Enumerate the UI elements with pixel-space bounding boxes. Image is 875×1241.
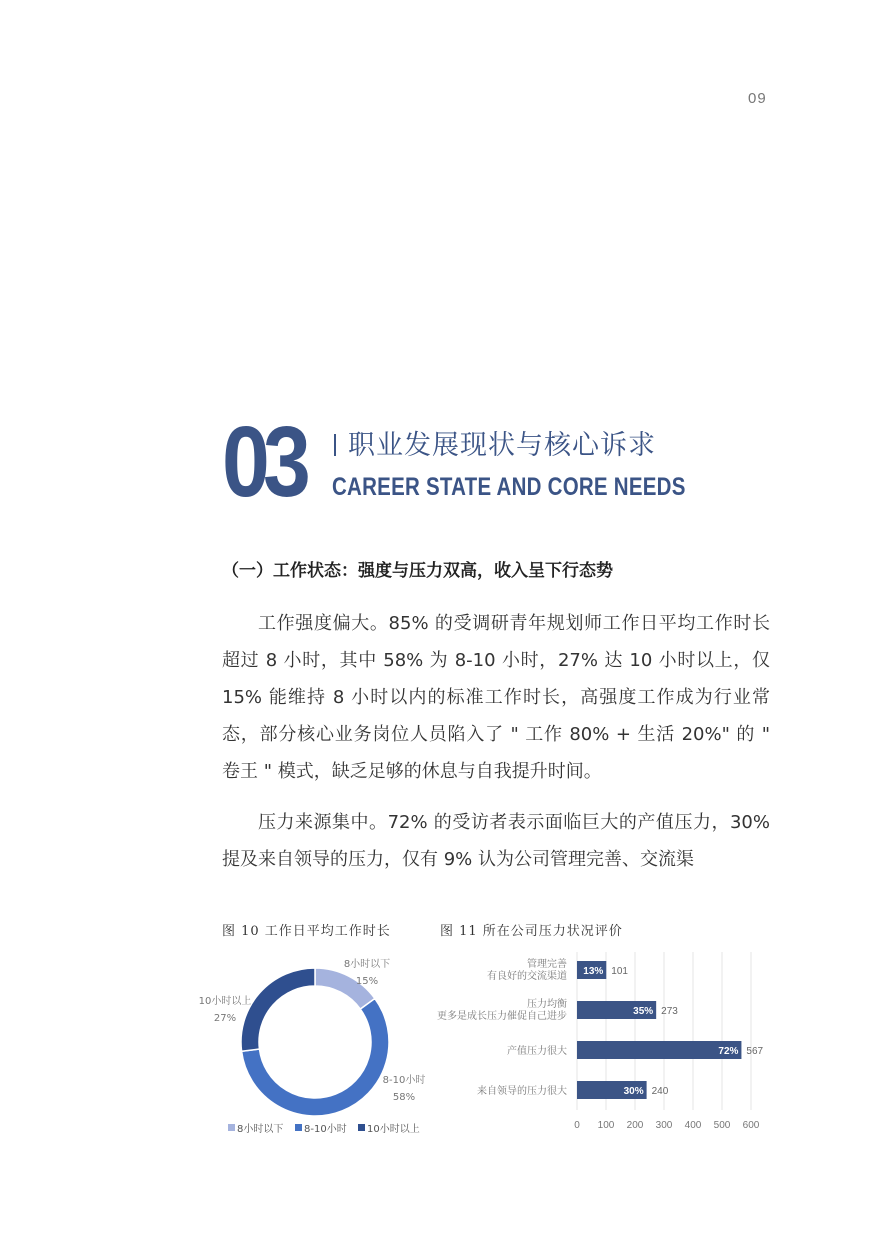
- donut-label-pct-1: 58%: [392, 1092, 416, 1103]
- bar-category-label-1-0: 压力均衡: [527, 999, 567, 1010]
- bar-pct-label-0: 13%: [583, 966, 604, 977]
- legend-swatch-1: [295, 1124, 302, 1131]
- bar-category-label-2-0: 产值压力很大: [507, 1046, 567, 1057]
- bar-2: [577, 1041, 741, 1059]
- donut-label-pct-0: 15%: [355, 976, 379, 987]
- donut-slice-0: [315, 968, 375, 1009]
- legend-label-1: 8-10小时: [304, 1124, 347, 1135]
- bar-category-label-0-0: 管理完善: [527, 959, 567, 970]
- donut-label-name-0: 8小时以下: [343, 959, 391, 970]
- donut-label-pct-2: 27%: [213, 1013, 237, 1024]
- bar-category-label-0-1: 有良好的交流渠道: [487, 971, 567, 982]
- legend-swatch-0: [228, 1124, 235, 1131]
- donut-slice-2: [241, 968, 315, 1051]
- chapter-number: 03: [222, 406, 304, 518]
- bar-value-label-0: 101: [611, 966, 628, 977]
- page-number: 09: [748, 90, 767, 107]
- donut-label-name-2: 10小时以上: [198, 996, 252, 1007]
- chapter-title-cn-text: 职业发展现状与核心诉求: [348, 430, 656, 461]
- bar-value-label-3: 240: [651, 1086, 669, 1097]
- chapter-title-en: CAREER STATE AND CORE NEEDS: [332, 473, 686, 501]
- x-tick-6: 600: [742, 1120, 760, 1131]
- figure-11-title: 图 11 所在公司压力状况评价: [440, 924, 623, 939]
- x-tick-2: 200: [626, 1120, 644, 1131]
- x-tick-3: 300: [655, 1120, 673, 1131]
- bar-category-label-1-1: 更多是成长压力催促自己进步: [437, 1011, 567, 1022]
- x-tick-4: 400: [684, 1120, 702, 1131]
- bar-pct-label-3: 30%: [623, 1086, 644, 1097]
- donut-label-name-1: 8-10小时: [382, 1075, 426, 1086]
- section-title: （一）工作状态：强度与压力双高，收入呈下行态势: [222, 561, 613, 581]
- x-tick-5: 500: [713, 1120, 731, 1131]
- legend-label-0: 8小时以下: [237, 1124, 284, 1135]
- bar-value-label-2: 567: [746, 1046, 764, 1057]
- paragraph-pressure-sources: 压力来源集中。72% 的受访者表示面临巨大的产值压力，30% 提及来自领导的压力，仅有 9% 认为公司管理完善、交流渠: [222, 812, 770, 870]
- paragraph-work-intensity: 工作强度偏大。85% 的受调研青年规划师工作日平均工作时长超过 8 小时，其中 58% 为 8-10 小时，27% 达 10 小时以上，仅 15% 能维持 8 小时以内的标准工作时长，高强度工作成为行业常态，部分核心业务岗位人员陷入了 " 工作 80% + 生活 20%" 的 " 卷王 " 模式，缺乏足够的休息与自我提升时间。: [222, 613, 770, 782]
- figure-10-title: 图 10 工作日平均工作时长: [222, 924, 391, 939]
- bar-category-label-3-0: 来自领导的压力很大: [477, 1086, 567, 1097]
- legend-swatch-2: [358, 1124, 365, 1131]
- bar-pct-label-1: 35%: [633, 1006, 654, 1017]
- bar-pct-label-2: 72%: [718, 1046, 739, 1057]
- bar-value-label-1: 273: [661, 1006, 678, 1017]
- legend-label-2: 10小时以上: [367, 1124, 420, 1135]
- x-tick-0: 0: [574, 1120, 580, 1131]
- x-tick-1: 100: [597, 1120, 615, 1131]
